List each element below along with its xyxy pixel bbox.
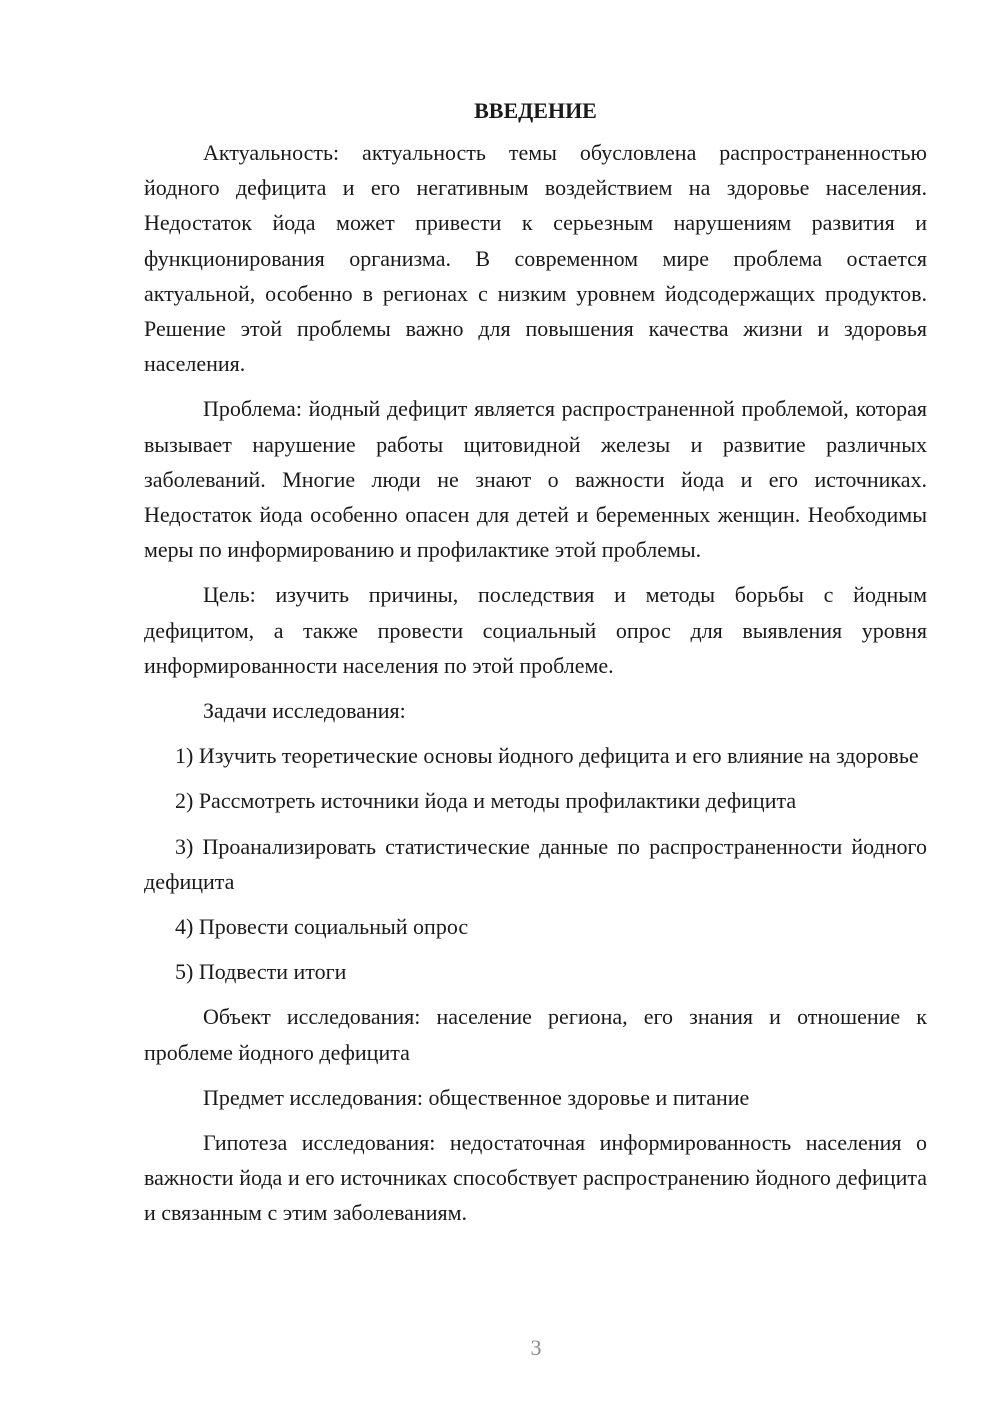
paragraph-subject: Предмет исследования: общественное здоровье и питание — [203, 1084, 750, 1110]
page-title: ВВЕДЕНИЕ — [474, 98, 597, 123]
task-item-5: 5) Подвести итоги — [175, 959, 347, 985]
task-item-2: 2) Рассмотреть источники йода и методы профилактики дефицита — [175, 788, 797, 814]
task-item-3: 3) Проанализировать статистические данные по распространенности йодного дефицита — [144, 833, 927, 894]
task-item-4: 4) Провести социальный опрос — [175, 914, 469, 940]
paragraph-hypothesis: Гипотеза исследования: недостаточная информированность населения о важности йода и его источниках способствует распространению йодного дефицита и связанным с этим заболеваниям. — [144, 1130, 927, 1226]
page-content — [144, 96, 927, 1241]
paragraph-relevance: Актуальность: актуальность темы обусловлена распространенностью йодного дефицита и его негативным воздействием на здоровье населения. Недостаток йода может привести к серьезным нарушениям развития и функционирования организма. В современном мире проблема остается актуальной, особенно в регионах с низким уровнем йодсодержащих продуктов. Решение этой проблемы важно для повышения качества жизни и здоровья населения. — [144, 140, 927, 377]
page-number: 3 — [530, 1335, 542, 1360]
paragraph-object: Объект исследования: население региона, его знания и отношение к проблеме йодного дефицита — [144, 1004, 927, 1065]
paragraph-tasks-heading: Задачи исследования: — [203, 698, 406, 724]
paragraph-goal: Цель: изучить причины, последствия и методы борьбы с йодным дефицитом, а также провести социальный опрос для выявления уровня информированности населения по этой проблеме. — [144, 582, 927, 678]
task-item-1: 1) Изучить теоретические основы йодного дефицита и его влияние на здоровье — [175, 743, 919, 769]
paragraph-problem: Проблема: йодный дефицит является распространенной проблемой, которая вызывает нарушение работы щитовидной железы и развитие различных заболеваний. Многие люди не знают о важности йода и его источниках. Недостаток йода особенно опасен для детей и беременных женщин. Необходимы меры по информированию и профилактике этой проблемы. — [144, 396, 927, 563]
